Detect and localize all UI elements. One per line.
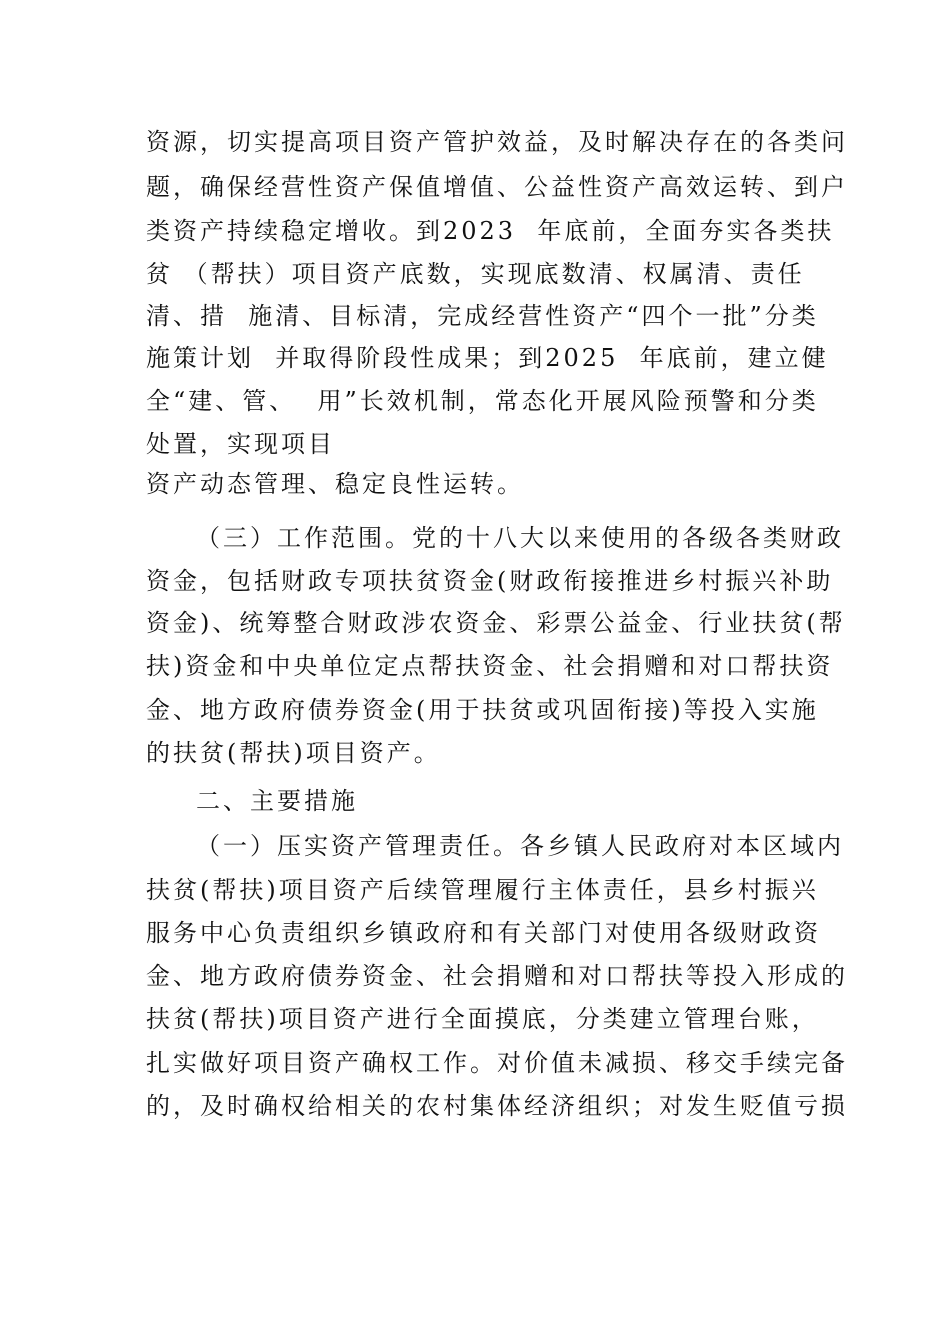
section-heading: 二、主要措施 — [196, 787, 358, 815]
text-line: 资源，切实提高项目资产管护效益，及时解决存在的各类问 — [146, 128, 848, 156]
text-line: 施策计划 并取得阶段性成果；到2025 年底前，建立健 — [146, 344, 829, 372]
text-line: 金、地方政府债券资金、社会捐赠和对口帮扶等投入形成的 — [146, 962, 848, 990]
text-line: 服务中心负责组织乡镇政府和有关部门对使用各级财政资 — [146, 919, 821, 947]
text-line: 扶贫(帮扶)项目资产进行全面摸底，分类建立管理台账， — [146, 1005, 819, 1033]
text-line: 的扶贫(帮扶)项目资产。 — [146, 739, 441, 767]
text-line: 扶)资金和中央单位定点帮扶资金、社会捐赠和对口帮扶资 — [146, 652, 834, 680]
paragraph-heading-scope: （三）工作范围。党的十八大以来使用的各级各类财政 — [196, 524, 844, 552]
text-line: 处置，实现项目 — [146, 430, 335, 458]
text-line: 类资产持续稳定增收。到2023 年底前，全面夯实各类扶 — [146, 217, 835, 245]
text-line: 资金，包括财政专项扶贫资金(财政衔接推进乡村振兴补助 — [146, 567, 834, 595]
text-line: 清、措 施清、目标清，完成经营性资产“四个一批”分类 — [146, 302, 819, 330]
text-line: 资产动态管理、稳定良性运转。 — [146, 470, 524, 498]
text-line: 的，及时确权给相关的农村集体经济组织；对发生贬值亏损 — [146, 1092, 848, 1120]
text-line: 扎实做好项目资产确权工作。对价值未减损、移交手续完备 — [146, 1049, 848, 1077]
paragraph-heading-responsibility: （一）压实资产管理责任。各乡镇人民政府对本区域内 — [196, 832, 844, 860]
text-line: 金、地方政府债券资金(用于扶贫或巩固衔接)等投入实施 — [146, 696, 819, 724]
text-line: 资金)、统筹整合财政涉农资金、彩票公益金、行业扶贫(帮 — [146, 609, 846, 637]
text-line: 扶贫(帮扶)项目资产后续管理履行主体责任，县乡村振兴 — [146, 876, 819, 904]
text-line: 全“建、管、 用”长效机制，常态化开展风险预警和分类 — [146, 387, 819, 415]
text-line: 贫 （帮扶）项目资产底数，实现底数清、权属清、责任 — [146, 260, 805, 288]
text-line: 题，确保经营性资产保值增值、公益性资产高效运转、到户 — [146, 173, 848, 201]
